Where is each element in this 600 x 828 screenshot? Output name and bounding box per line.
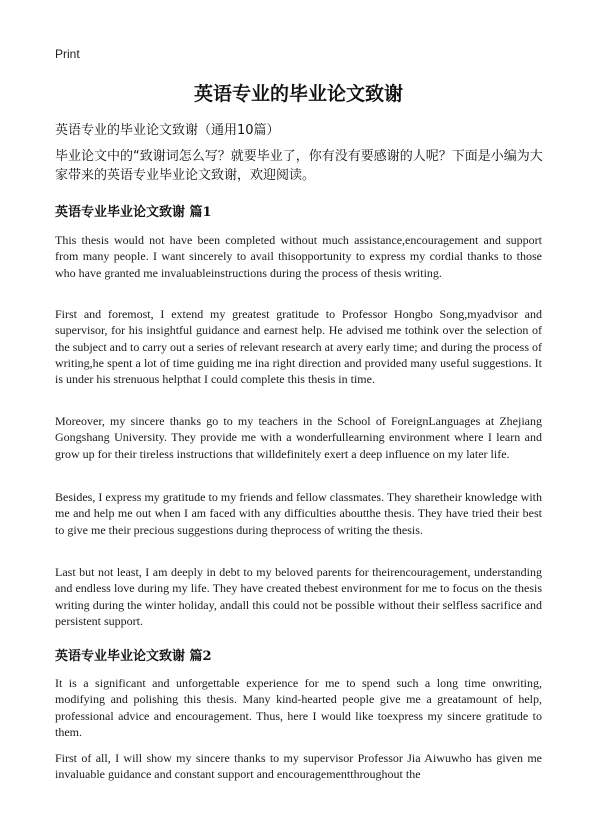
print-link[interactable]: Print <box>55 47 80 61</box>
section-1-paragraph-3: Moreover, my sincere thanks go to my teachers in the School of ForeignLanguages at Zhejiang Gongshang University. They provide me with a wonderfullearning environment where I learn and grow up for their tireless instructions that willdefinitely exert a deep influence on my later life. <box>55 414 542 461</box>
document-title: 英语专业的毕业论文致谢 <box>193 83 403 105</box>
section-heading-1: 英语专业毕业论文致谢 篇1 <box>55 205 212 220</box>
document-subtitle: 英语专业的毕业论文致谢（通用10篇） <box>55 123 280 138</box>
section-1-paragraph-1: This thesis would not have been completed without much assistance,encouragement and support from many people. I want sincerely to avail thisopportunity to express my cordial thanks to those who have granted me invaluableinstructions during the process of thesis writing. <box>55 233 542 280</box>
section-heading-2: 英语专业毕业论文致谢 篇2 <box>55 649 212 664</box>
section-1-paragraph-4: Besides, I express my gratitude to my friends and fellow classmates. They sharetheir knowledge with me and help me out when I am faced with any difficulties aboutthe thesis. They have tried their best to give me their precious suggestions during theprocess of writing the thesis. <box>55 490 542 537</box>
intro-paragraph: 毕业论文中的“致谢词怎么写？就要毕业了，你有没有要感谢的人呢？下面是小编为大家带来的英语专业毕业论文致谢，欢迎阅读。 <box>55 149 543 183</box>
section-2-paragraph-1: It is a significant and unforgettable experience for me to spend such a long time onwriting, modifying and polishing this thesis. Many kind-hearted people give me a greatamount of help, professional advice and encouragement. Thus, here I would like toexpress my sincere gratitude to them. <box>55 676 542 739</box>
section-1-paragraph-2: First and foremost, I extend my greatest gratitude to Professor Hongbo Song,myadvisor and supervisor, for his insightful guidance and earnest help. He advised me tothink over the selection of the subject and to carry out a series of relevant research at avery early time; and during the process of writing,he spent a lot of time guiding me ina right direction and provided many useful suggestions. It is under his strenuous helpthat I could complete this thesis in time. <box>55 307 542 387</box>
section-2-paragraph-2: First of all, I will show my sincere thanks to my supervisor Professor Jia Aiwuwho has given me invaluable guidance and constant support and encouragementthroughout the <box>55 751 542 782</box>
section-1-paragraph-5: Last but not least, I am deeply in debt to my beloved parents for theirencouragement, understanding and endless love during my life. They have created thebest environment for me to focus on the thesis writing during the winter holiday, andall this could not be possible without their selfless sacrifice and persistent support. <box>55 565 542 628</box>
